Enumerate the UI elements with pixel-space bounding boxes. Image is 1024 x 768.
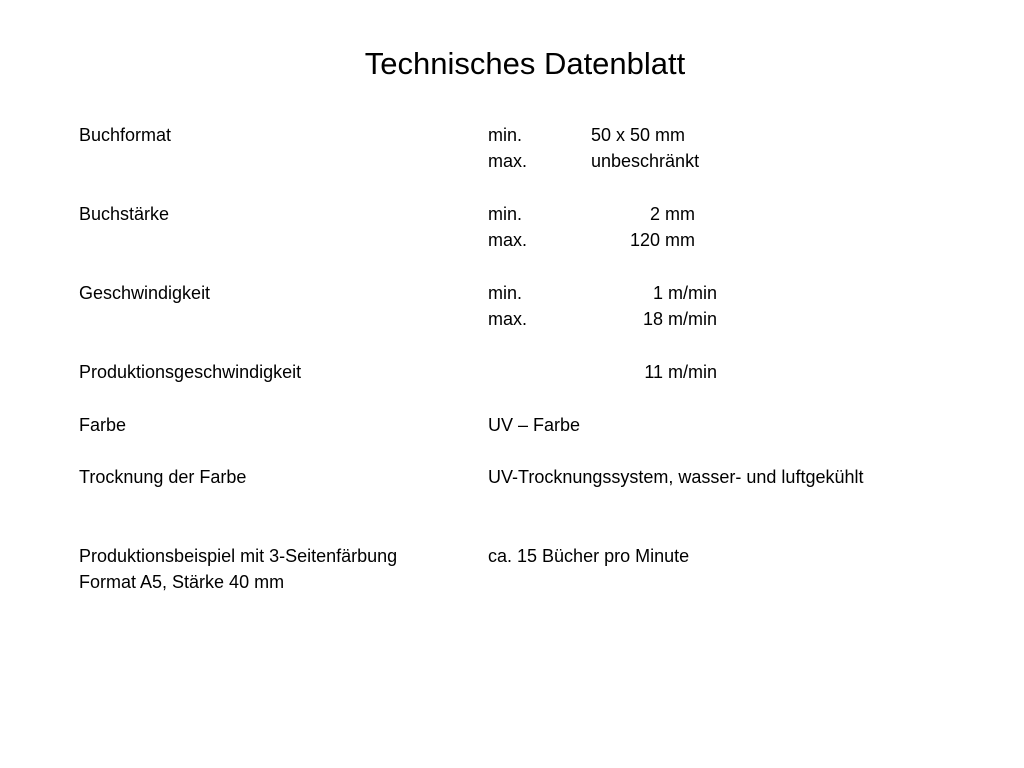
- produktionsbeispiel-label-line2: Format A5, Stärke 40 mm: [79, 572, 285, 592]
- geschwindigkeit-label: Geschwindigkeit: [79, 283, 211, 303]
- farbe-value: UV – Farbe: [488, 415, 581, 435]
- buchstaerke-max-label: max.: [488, 230, 528, 250]
- buchformat-label: Buchformat: [79, 125, 172, 145]
- produktionsbeispiel-value: ca. 15 Bücher pro Minute: [488, 546, 690, 566]
- geschwindigkeit-max-label: max.: [488, 309, 528, 329]
- buchstaerke-min-label: min.: [488, 204, 523, 224]
- trocknung-value: UV-Trocknungssystem, wasser- und luftgekühlt: [488, 467, 864, 487]
- farbe-label: Farbe: [79, 415, 127, 435]
- buchformat-max-label: max.: [488, 151, 528, 171]
- produktionsgeschwindigkeit-value: 11 m/min: [644, 362, 717, 382]
- buchformat-min-value: 50 x 50 mm: [591, 125, 686, 145]
- buchformat-min-label: min.: [488, 125, 523, 145]
- produktionsbeispiel-label-line1: Produktionsbeispiel mit 3-Seitenfärbung: [79, 546, 398, 566]
- buchformat-max-value: unbeschränkt: [591, 151, 700, 171]
- buchstaerke-min-value: 2 mm: [650, 204, 695, 224]
- page-title: Technisches Datenblatt: [364, 46, 686, 81]
- trocknung-label: Trocknung der Farbe: [79, 467, 247, 487]
- geschwindigkeit-min-label: min.: [488, 283, 523, 303]
- geschwindigkeit-max-value: 18 m/min: [642, 309, 717, 329]
- buchstaerke-label: Buchstärke: [79, 204, 170, 224]
- buchstaerke-max-value: 120 mm: [629, 230, 695, 250]
- geschwindigkeit-min-value: 1 m/min: [652, 283, 717, 303]
- produktionsgeschwindigkeit-label: Produktionsgeschwindigkeit: [79, 362, 302, 382]
